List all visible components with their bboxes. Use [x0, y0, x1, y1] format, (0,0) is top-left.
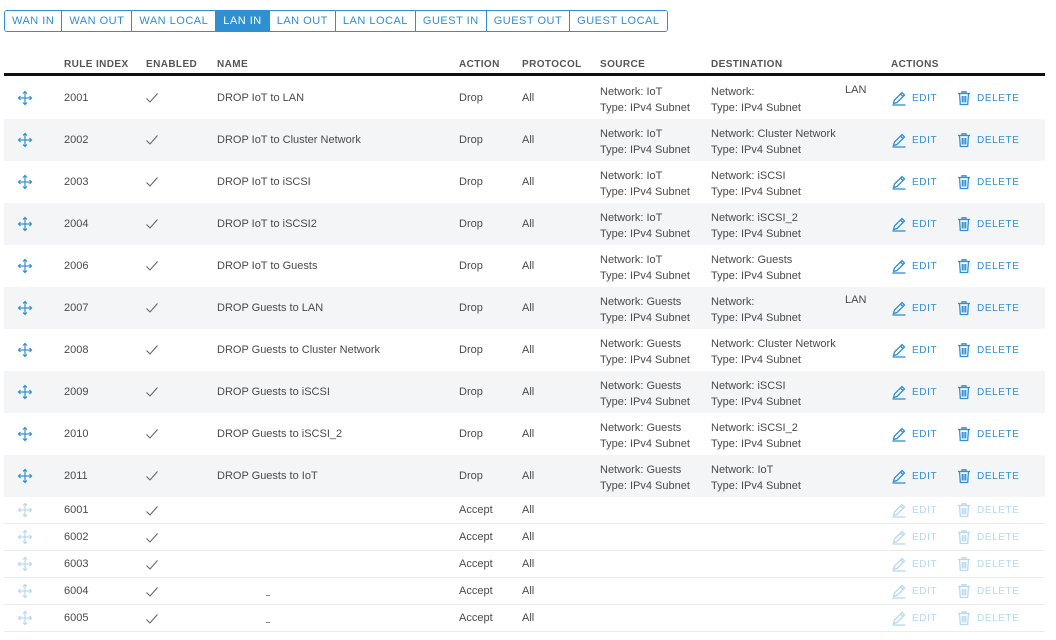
move-arrows-icon[interactable] — [17, 300, 33, 316]
table-row — [4, 77, 1045, 119]
rule-destination — [711, 336, 836, 368]
rule-destination — [711, 210, 801, 242]
redacted-name — [209, 584, 419, 598]
rule-name: DROP Guests to iSCSI_2 — [217, 428, 343, 440]
col-actions: ACTIONS — [891, 59, 939, 70]
header-divider — [4, 73, 1045, 76]
checkmark-icon — [145, 217, 159, 229]
table-row — [4, 455, 1045, 497]
rule-source — [600, 210, 690, 242]
destination-type: Type: IPv4 Subnet — [711, 144, 801, 156]
delete-label: DELETE — [977, 344, 1020, 356]
trash-icon — [956, 342, 972, 358]
destination-type: Type: IPv4 Subnet — [711, 228, 801, 240]
delete-button[interactable] — [956, 384, 1020, 400]
rule-source — [600, 336, 690, 368]
rule-source — [600, 462, 690, 494]
rule-index: 2008 — [64, 344, 89, 356]
move-arrows-icon[interactable] — [17, 216, 33, 232]
source-type: Type: IPv4 Subnet — [600, 312, 690, 324]
col-source: SOURCE — [600, 59, 646, 70]
trash-icon — [956, 90, 972, 106]
checkmark-icon — [145, 133, 159, 145]
rule-index: 2001 — [64, 92, 89, 104]
source-type: Type: IPv4 Subnet — [600, 396, 690, 408]
rule-name: DROP Guests to LAN — [217, 302, 324, 314]
rule-protocol: All — [522, 531, 535, 543]
edit-button[interactable] — [891, 216, 937, 232]
edit-label: EDIT — [912, 558, 938, 570]
rule-action: Drop — [459, 92, 483, 104]
table-row — [4, 329, 1045, 371]
rules-table — [4, 77, 1045, 632]
table-row — [4, 551, 1045, 578]
edit-button — [891, 556, 937, 572]
rule-index: 6004 — [64, 585, 89, 597]
rule-action: Drop — [459, 470, 483, 482]
rule-action: Drop — [459, 260, 483, 272]
rule-destination — [711, 84, 801, 116]
rule-protocol: All — [522, 558, 535, 570]
edit-button[interactable] — [891, 384, 937, 400]
rule-index: 2004 — [64, 218, 89, 230]
destination-network-suffix: LAN — [845, 84, 867, 96]
delete-label: DELETE — [977, 134, 1020, 146]
redaction-artifact — [266, 595, 270, 596]
tab-guest-out[interactable]: GUEST OUT — [487, 11, 570, 31]
rule-action: Accept — [459, 585, 493, 597]
rule-destination — [711, 168, 801, 200]
rule-name: DROP Guests to iSCSI — [217, 386, 330, 398]
delete-label: DELETE — [977, 612, 1020, 624]
edit-label: EDIT — [912, 470, 938, 482]
delete-label: DELETE — [977, 386, 1020, 398]
checkmark-icon — [145, 385, 159, 397]
edit-label: EDIT — [912, 504, 938, 516]
rule-destination — [711, 462, 801, 494]
pencil-icon — [891, 258, 907, 274]
edit-button[interactable] — [891, 258, 937, 274]
rule-index: 2003 — [64, 176, 89, 188]
redacted-name — [209, 503, 389, 517]
table-row — [4, 497, 1045, 524]
delete-button[interactable] — [956, 300, 1020, 316]
edit-label: EDIT — [912, 302, 938, 314]
trash-icon — [956, 502, 972, 518]
col-enabled: ENABLED — [146, 59, 198, 70]
edit-button[interactable] — [891, 174, 937, 190]
rule-action: Accept — [459, 558, 493, 570]
edit-button[interactable] — [891, 300, 937, 316]
rule-action: Drop — [459, 302, 483, 314]
rule-index: 2006 — [64, 260, 89, 272]
destination-network: Network: Cluster Network — [711, 338, 836, 350]
col-action: ACTION — [459, 59, 500, 70]
source-type: Type: IPv4 Subnet — [600, 144, 690, 156]
rule-name: DROP IoT to Guests — [217, 260, 318, 272]
table-row — [4, 245, 1045, 287]
col-rule-index: RULE INDEX — [64, 59, 129, 70]
rule-protocol: All — [522, 386, 535, 398]
source-network: Network: IoT — [600, 212, 663, 224]
edit-button[interactable] — [891, 132, 937, 148]
edit-button[interactable] — [891, 90, 937, 106]
delete-button — [956, 583, 1020, 599]
pencil-icon — [891, 468, 907, 484]
trash-icon — [956, 132, 972, 148]
move-arrows-icon[interactable] — [17, 583, 33, 599]
source-network: Network: IoT — [600, 128, 663, 140]
rule-name: DROP IoT to LAN — [217, 92, 305, 104]
edit-label: EDIT — [912, 585, 938, 597]
trash-icon — [956, 174, 972, 190]
firewall-tabs — [4, 10, 668, 32]
move-arrows-icon[interactable] — [17, 342, 33, 358]
source-network: Network: IoT — [600, 86, 663, 98]
pencil-icon — [891, 502, 907, 518]
rule-index: 6003 — [64, 558, 89, 570]
pencil-icon — [891, 132, 907, 148]
edit-label: EDIT — [912, 176, 938, 188]
source-network: Network: Guests — [600, 296, 682, 308]
checkmark-icon — [145, 427, 159, 439]
tab-lan-out[interactable]: LAN OUT — [270, 11, 336, 31]
tab-guest-local[interactable]: GUEST LOCAL — [570, 11, 666, 31]
rule-index: 2010 — [64, 428, 89, 440]
destination-type: Type: IPv4 Subnet — [711, 270, 801, 282]
pencil-icon — [891, 216, 907, 232]
rule-protocol: All — [522, 302, 535, 314]
source-type: Type: IPv4 Subnet — [600, 102, 690, 114]
trash-icon — [956, 384, 972, 400]
trash-icon — [956, 583, 972, 599]
rule-index: 2007 — [64, 302, 89, 314]
delete-label: DELETE — [977, 218, 1020, 230]
table-row — [4, 371, 1045, 413]
rule-action: Drop — [459, 218, 483, 230]
pencil-icon — [891, 174, 907, 190]
table-row — [4, 524, 1045, 551]
table-header — [4, 56, 1045, 72]
edit-label: EDIT — [912, 218, 938, 230]
rule-destination — [711, 420, 801, 452]
source-type: Type: IPv4 Subnet — [600, 354, 690, 366]
rule-protocol: All — [522, 585, 535, 597]
checkmark-icon — [145, 585, 159, 597]
rule-protocol: All — [522, 260, 535, 272]
destination-network: Network: iSCSI — [711, 380, 786, 392]
source-network: Network: Guests — [600, 464, 682, 476]
delete-label: DELETE — [977, 302, 1020, 314]
destination-type: Type: IPv4 Subnet — [711, 396, 801, 408]
rule-protocol: All — [522, 218, 535, 230]
rule-source — [600, 294, 690, 326]
rule-source — [600, 378, 690, 410]
rule-protocol: All — [522, 428, 535, 440]
tab-lan-in[interactable]: LAN IN — [216, 11, 269, 31]
trash-icon — [956, 258, 972, 274]
delete-label: DELETE — [977, 504, 1020, 516]
edit-label: EDIT — [912, 260, 938, 272]
destination-network: Network: iSCSI — [711, 170, 786, 182]
trash-icon — [956, 426, 972, 442]
destination-type: Type: IPv4 Subnet — [711, 186, 801, 198]
delete-button[interactable] — [956, 468, 1020, 484]
move-arrows-icon[interactable] — [17, 468, 33, 484]
col-name: NAME — [217, 59, 249, 70]
rule-destination — [711, 378, 801, 410]
pencil-icon — [891, 583, 907, 599]
delete-button — [956, 502, 1020, 518]
rule-index: 6005 — [64, 612, 89, 624]
table-row — [4, 203, 1045, 245]
destination-network: Network: IoT — [711, 464, 774, 476]
tab-wan-local[interactable]: WAN LOCAL — [132, 11, 216, 31]
edit-label: EDIT — [912, 531, 938, 543]
rule-destination — [711, 252, 801, 284]
pencil-icon — [891, 529, 907, 545]
delete-button — [956, 610, 1020, 626]
rule-protocol: All — [522, 134, 535, 146]
destination-network: Network: iSCSI_2 — [711, 212, 798, 224]
rule-index: 6001 — [64, 504, 89, 516]
rule-index: 2009 — [64, 386, 89, 398]
checkmark-icon — [145, 175, 159, 187]
edit-label: EDIT — [912, 344, 938, 356]
destination-type: Type: IPv4 Subnet — [711, 438, 801, 450]
edit-button[interactable] — [891, 426, 937, 442]
destination-network: Network: — [711, 86, 755, 98]
delete-button[interactable] — [956, 132, 1020, 148]
move-arrows-icon[interactable] — [17, 258, 33, 274]
rule-name: DROP IoT to iSCSI2 — [217, 218, 317, 230]
delete-button[interactable] — [956, 174, 1020, 190]
rule-action: Drop — [459, 176, 483, 188]
destination-type: Type: IPv4 Subnet — [711, 354, 801, 366]
delete-label: DELETE — [977, 428, 1020, 440]
source-type: Type: IPv4 Subnet — [600, 228, 690, 240]
edit-button — [891, 610, 937, 626]
source-network: Network: Guests — [600, 422, 682, 434]
rule-source — [600, 168, 690, 200]
delete-button[interactable] — [956, 216, 1020, 232]
rule-action: Drop — [459, 344, 483, 356]
rule-action: Drop — [459, 428, 483, 440]
destination-type: Type: IPv4 Subnet — [711, 480, 801, 492]
pencil-icon — [891, 556, 907, 572]
pencil-icon — [891, 300, 907, 316]
delete-label: DELETE — [977, 531, 1020, 543]
destination-network-suffix: LAN — [845, 294, 867, 306]
edit-label: EDIT — [912, 428, 938, 440]
redacted-name — [209, 557, 409, 571]
tab-lan-local[interactable]: LAN LOCAL — [336, 11, 416, 31]
move-arrows-icon[interactable] — [17, 426, 33, 442]
delete-label: DELETE — [977, 585, 1020, 597]
rule-protocol: All — [522, 92, 535, 104]
checkmark-icon — [145, 301, 159, 313]
table-row — [4, 287, 1045, 329]
col-destination: DESTINATION — [711, 59, 783, 70]
rule-index: 6002 — [64, 531, 89, 543]
redaction-artifact — [266, 622, 270, 623]
move-arrows-icon[interactable] — [17, 502, 33, 518]
source-type: Type: IPv4 Subnet — [600, 270, 690, 282]
rule-index: 2011 — [64, 470, 88, 482]
checkmark-icon — [145, 343, 159, 355]
source-type: Type: IPv4 Subnet — [600, 480, 690, 492]
rule-action: Drop — [459, 386, 483, 398]
delete-button — [956, 556, 1020, 572]
pencil-icon — [891, 384, 907, 400]
trash-icon — [956, 216, 972, 232]
delete-label: DELETE — [977, 176, 1020, 188]
delete-label: DELETE — [977, 470, 1020, 482]
rule-action: Accept — [459, 612, 493, 624]
checkmark-icon — [145, 531, 159, 543]
source-network: Network: IoT — [600, 254, 663, 266]
checkmark-icon — [145, 91, 159, 103]
delete-label: DELETE — [977, 558, 1020, 570]
rule-action: Accept — [459, 531, 493, 543]
trash-icon — [956, 610, 972, 626]
pencil-icon — [891, 90, 907, 106]
source-network: Network: Guests — [600, 380, 682, 392]
edit-label: EDIT — [912, 92, 938, 104]
rule-source — [600, 252, 690, 284]
pencil-icon — [891, 426, 907, 442]
move-arrows-icon[interactable] — [17, 529, 33, 545]
source-network: Network: IoT — [600, 170, 663, 182]
rule-source — [600, 84, 690, 116]
destination-network: Network: iSCSI_2 — [711, 422, 798, 434]
edit-label: EDIT — [912, 134, 938, 146]
checkmark-icon — [145, 558, 159, 570]
move-arrows-icon[interactable] — [17, 384, 33, 400]
table-row — [4, 605, 1045, 632]
move-arrows-icon[interactable] — [17, 174, 33, 190]
checkmark-icon — [145, 469, 159, 481]
delete-label: DELETE — [977, 260, 1020, 272]
destination-type: Type: IPv4 Subnet — [711, 312, 801, 324]
table-row — [4, 119, 1045, 161]
pencil-icon — [891, 610, 907, 626]
rule-index: 2002 — [64, 134, 89, 146]
rule-source — [600, 126, 690, 158]
tab-wan-in[interactable]: WAN IN — [5, 11, 62, 31]
destination-network: Network: Guests — [711, 254, 793, 266]
trash-icon — [956, 556, 972, 572]
move-arrows-icon[interactable] — [17, 132, 33, 148]
destination-network: Network: — [711, 296, 755, 308]
col-protocol: PROTOCOL — [522, 59, 582, 70]
source-network: Network: Guests — [600, 338, 682, 350]
move-arrows-icon[interactable] — [17, 556, 33, 572]
edit-button — [891, 502, 937, 518]
checkmark-icon — [145, 612, 159, 624]
rule-action: Accept — [459, 504, 493, 516]
move-arrows-icon[interactable] — [17, 90, 33, 106]
edit-button[interactable] — [891, 342, 937, 358]
rule-source — [600, 420, 690, 452]
rule-protocol: All — [522, 504, 535, 516]
rule-protocol: All — [522, 612, 535, 624]
delete-button[interactable] — [956, 258, 1020, 274]
destination-type: Type: IPv4 Subnet — [711, 102, 801, 114]
table-row — [4, 161, 1045, 203]
rule-name: DROP IoT to iSCSI — [217, 176, 311, 188]
rule-protocol: All — [522, 176, 535, 188]
tab-guest-in[interactable]: GUEST IN — [416, 11, 487, 31]
pencil-icon — [891, 342, 907, 358]
redacted-name — [209, 530, 449, 544]
delete-button[interactable] — [956, 342, 1020, 358]
rule-protocol: All — [522, 344, 535, 356]
delete-button — [956, 529, 1020, 545]
tab-wan-out[interactable]: WAN OUT — [62, 11, 132, 31]
edit-button[interactable] — [891, 468, 937, 484]
rule-name: DROP Guests to Cluster Network — [217, 344, 381, 356]
edit-label: EDIT — [912, 386, 938, 398]
source-type: Type: IPv4 Subnet — [600, 186, 690, 198]
table-row — [4, 578, 1045, 605]
rule-name: DROP IoT to Cluster Network — [217, 134, 361, 146]
trash-icon — [956, 468, 972, 484]
rule-name: DROP Guests to IoT — [217, 470, 318, 482]
rule-destination — [711, 126, 836, 158]
trash-icon — [956, 529, 972, 545]
delete-label: DELETE — [977, 92, 1020, 104]
redacted-name — [209, 611, 399, 625]
rule-destination — [711, 294, 801, 326]
edit-button — [891, 529, 937, 545]
edit-label: EDIT — [912, 612, 938, 624]
destination-network: Network: Cluster Network — [711, 128, 836, 140]
checkmark-icon — [145, 504, 159, 516]
table-row — [4, 413, 1045, 455]
move-arrows-icon[interactable] — [17, 610, 33, 626]
checkmark-icon — [145, 259, 159, 271]
edit-button — [891, 583, 937, 599]
delete-button[interactable] — [956, 90, 1020, 106]
rule-protocol: All — [522, 470, 535, 482]
rule-action: Drop — [459, 134, 483, 146]
delete-button[interactable] — [956, 426, 1020, 442]
source-type: Type: IPv4 Subnet — [600, 438, 690, 450]
trash-icon — [956, 300, 972, 316]
